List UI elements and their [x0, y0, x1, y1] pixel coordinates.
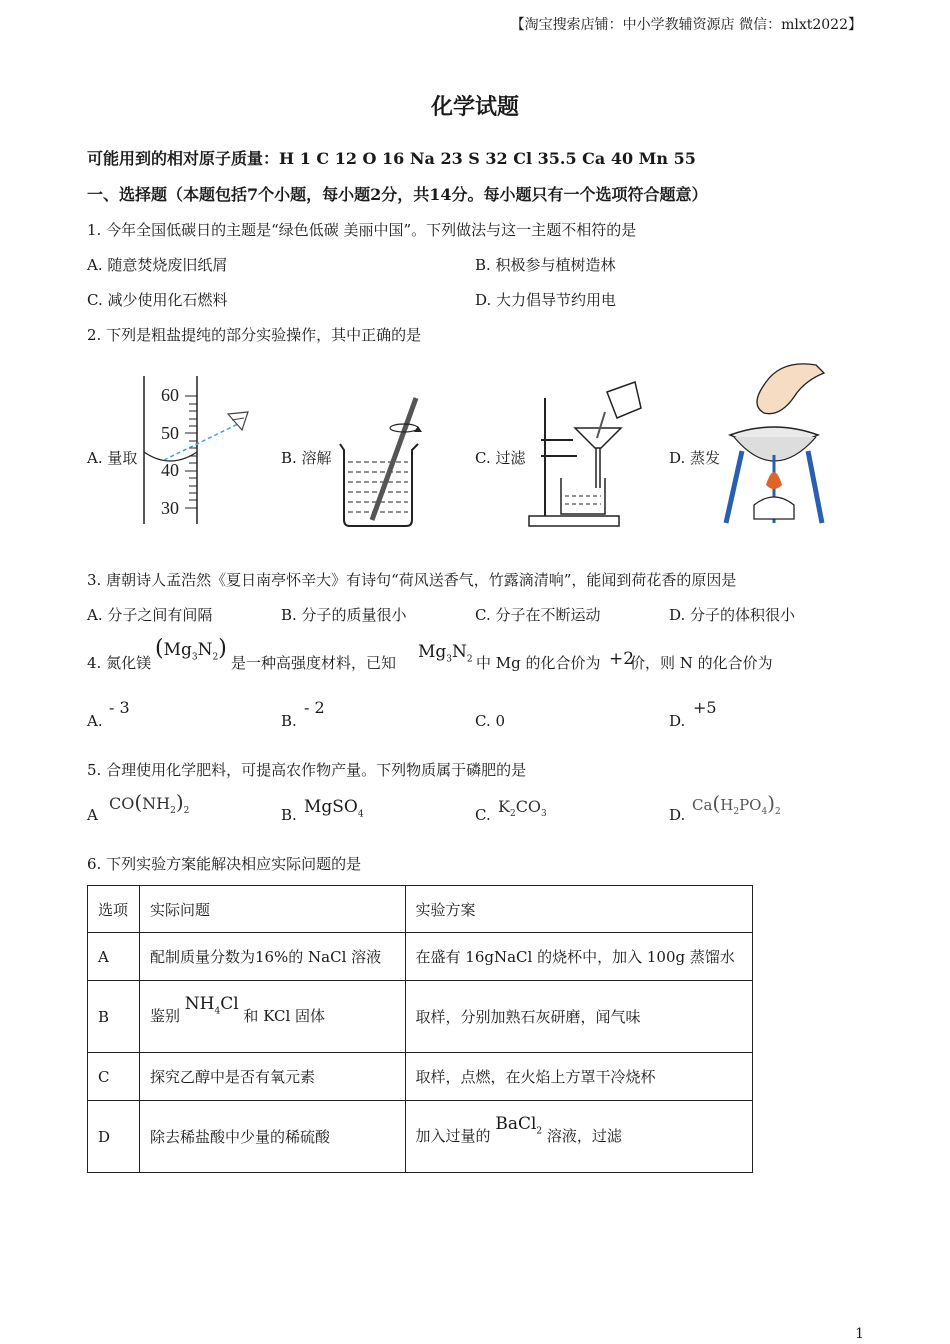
q1-option-a: A. 随意焚烧废旧纸屑 [87, 256, 228, 274]
q4-stem-part3: 中 Mg 的化合价为 [476, 654, 601, 672]
q1-option-b: B. 积极参与植树造林 [475, 256, 616, 274]
q6-stem: 6. 下列实验方案能解决相应实际问题的是 [87, 855, 362, 873]
header-problem: 实际问题 [139, 886, 405, 933]
page-number: 1 [855, 1326, 864, 1342]
table-header-row [88, 886, 753, 933]
q5-stem: 5. 合理使用化学肥料，可提高农作物产量。下列物质属于磷肥的是 [87, 761, 527, 779]
q2-option-b: B. 溶解 [281, 449, 332, 467]
q1-option-c: C. 减少使用化石燃料 [87, 291, 228, 309]
row-b-problem [139, 981, 405, 1053]
atomic-masses: 可能用到的相对原子质量：H 1 C 12 O 16 Na 23 S 32 Cl 35.5 Ca 40 Mn 55 [87, 149, 696, 168]
q2-option-c: C. 过滤 [475, 449, 526, 467]
q4-option-a-value: - 3 [109, 698, 130, 717]
table-row [88, 1053, 753, 1101]
q5-option-c-label: C. [475, 806, 491, 824]
row-b-problem-pre: 鉴别 [149, 1006, 180, 1025]
q3-option-a: A. 分子之间有间隔 [87, 606, 213, 624]
q4-option-d-label: D. [669, 712, 686, 730]
q4-option-d-value: +5 [693, 698, 717, 717]
tick-40: 40 [161, 460, 179, 480]
table-row [88, 981, 753, 1053]
q4-option-c: C. 0 [475, 712, 506, 730]
q5-formula-urea: $CO(NH_2)_2$ [109, 790, 190, 817]
tick-30: 30 [161, 498, 179, 518]
q3-option-b: B. 分子的质量很小 [281, 606, 407, 624]
beaker-dissolve-figure [334, 392, 426, 530]
q4-option-b-label: B. [281, 712, 297, 730]
q4-option-a-label: A. [87, 712, 103, 730]
q2-option-d: D. 蒸发 [669, 449, 721, 467]
q5-formula-mgso4: MgSO$_4$ [304, 797, 364, 820]
row-a-plan: 在盛有 16gNaCl 的烧杯中，加入 100g 蒸馏水 [405, 933, 752, 981]
hand-icon [757, 364, 824, 414]
q4-formula-mg3n2: $Mg_3N_2$ [418, 642, 473, 665]
row-b-option: B [88, 981, 140, 1053]
formula-nh4cl: $NH_4Cl$ [184, 993, 239, 1017]
q5-option-a-label: A [87, 806, 98, 824]
q5-option-d-label: D. [669, 806, 686, 824]
page-title: 化学试题 [430, 94, 519, 120]
q1-option-d: D. 大力倡导节约用电 [475, 291, 617, 309]
q3-option-c: C. 分子在不断运动 [475, 606, 601, 624]
row-d-option: D [88, 1101, 140, 1173]
q5-option-b-label: B. [281, 806, 297, 824]
row-c-plan: 取样，点燃，在火焰上方罩干冷烧杯 [405, 1053, 752, 1101]
q3-option-d: D. 分子的体积很小 [669, 606, 796, 624]
row-d-plan [405, 1101, 752, 1173]
q5-formula-ca-h2po4-2: $Ca(H_2PO_4)_2$ [692, 791, 781, 817]
graduated-cylinder-figure [138, 372, 256, 530]
table-row [88, 933, 753, 981]
q4-formula-mg3n2-paren: $(Mg_3N_2)$ [155, 636, 227, 663]
row-a-problem: 配制质量分数为16%的 NaCl 溶液 [139, 933, 405, 981]
tick-60: 60 [161, 385, 179, 405]
row-b-problem-post: 和 KCl 固体 [243, 1006, 326, 1025]
formula-bacl2: BaCl$_2$ [495, 1113, 543, 1137]
q3-stem: 3. 唐朝诗人孟浩然《夏日南亭怀辛大》有诗句“荷风送香气，竹露滴清响”，能闻到荷花香的原因是 [87, 571, 737, 589]
q1-stem: 1. 今年全国低碳日的主题是“绿色低碳 美丽中国”。下列做法与这一主题不相符的是 [87, 221, 637, 239]
row-d-plan-pre: 加入过量的 [415, 1126, 491, 1145]
q4-option-b-value: - 2 [304, 698, 325, 717]
q4-valence-mg: +2 [609, 649, 635, 669]
row-d-problem: 除去稀盐酸中少量的稀硫酸 [139, 1101, 405, 1173]
table-row [88, 1101, 753, 1173]
filtration-figure [525, 378, 643, 530]
row-b-plan: 取样，分别加熟石灰研磨，闻气味 [405, 981, 752, 1053]
section-heading: 一、选择题（本题包括7个小题，每小题2分，共14分。每小题只有一个选项符合题意） [87, 185, 708, 204]
row-c-problem: 探究乙醇中是否有氧元素 [139, 1053, 405, 1101]
header-plan: 实验方案 [405, 886, 752, 933]
q4-stem-part4: 价，则 N 的化合价为 [630, 654, 773, 672]
tick-50: 50 [161, 423, 179, 443]
q2-option-a: A. 量取 [87, 449, 138, 467]
header-option: 选项 [88, 886, 140, 933]
q4-stem-part2: 是一种高强度材料，已知 [231, 654, 397, 672]
experiment-table [87, 885, 753, 1173]
evaporation-figure [720, 355, 832, 530]
q5-formula-k2co3: $K_2CO_3$ [498, 797, 547, 820]
eye-icon [228, 412, 248, 430]
flame-icon [766, 472, 782, 489]
page-header: 【淘宝搜索店铺：中小学教辅资源店 微信：mlxt2022】 [510, 17, 862, 33]
q4-stem-part1: 4. 氮化镁 [87, 654, 152, 672]
row-c-option: C [88, 1053, 140, 1101]
q2-stem: 2. 下列是粗盐提纯的部分实验操作，其中正确的是 [87, 326, 422, 344]
row-d-plan-post: 溶液，过滤 [546, 1126, 622, 1145]
row-a-option: A [88, 933, 140, 981]
